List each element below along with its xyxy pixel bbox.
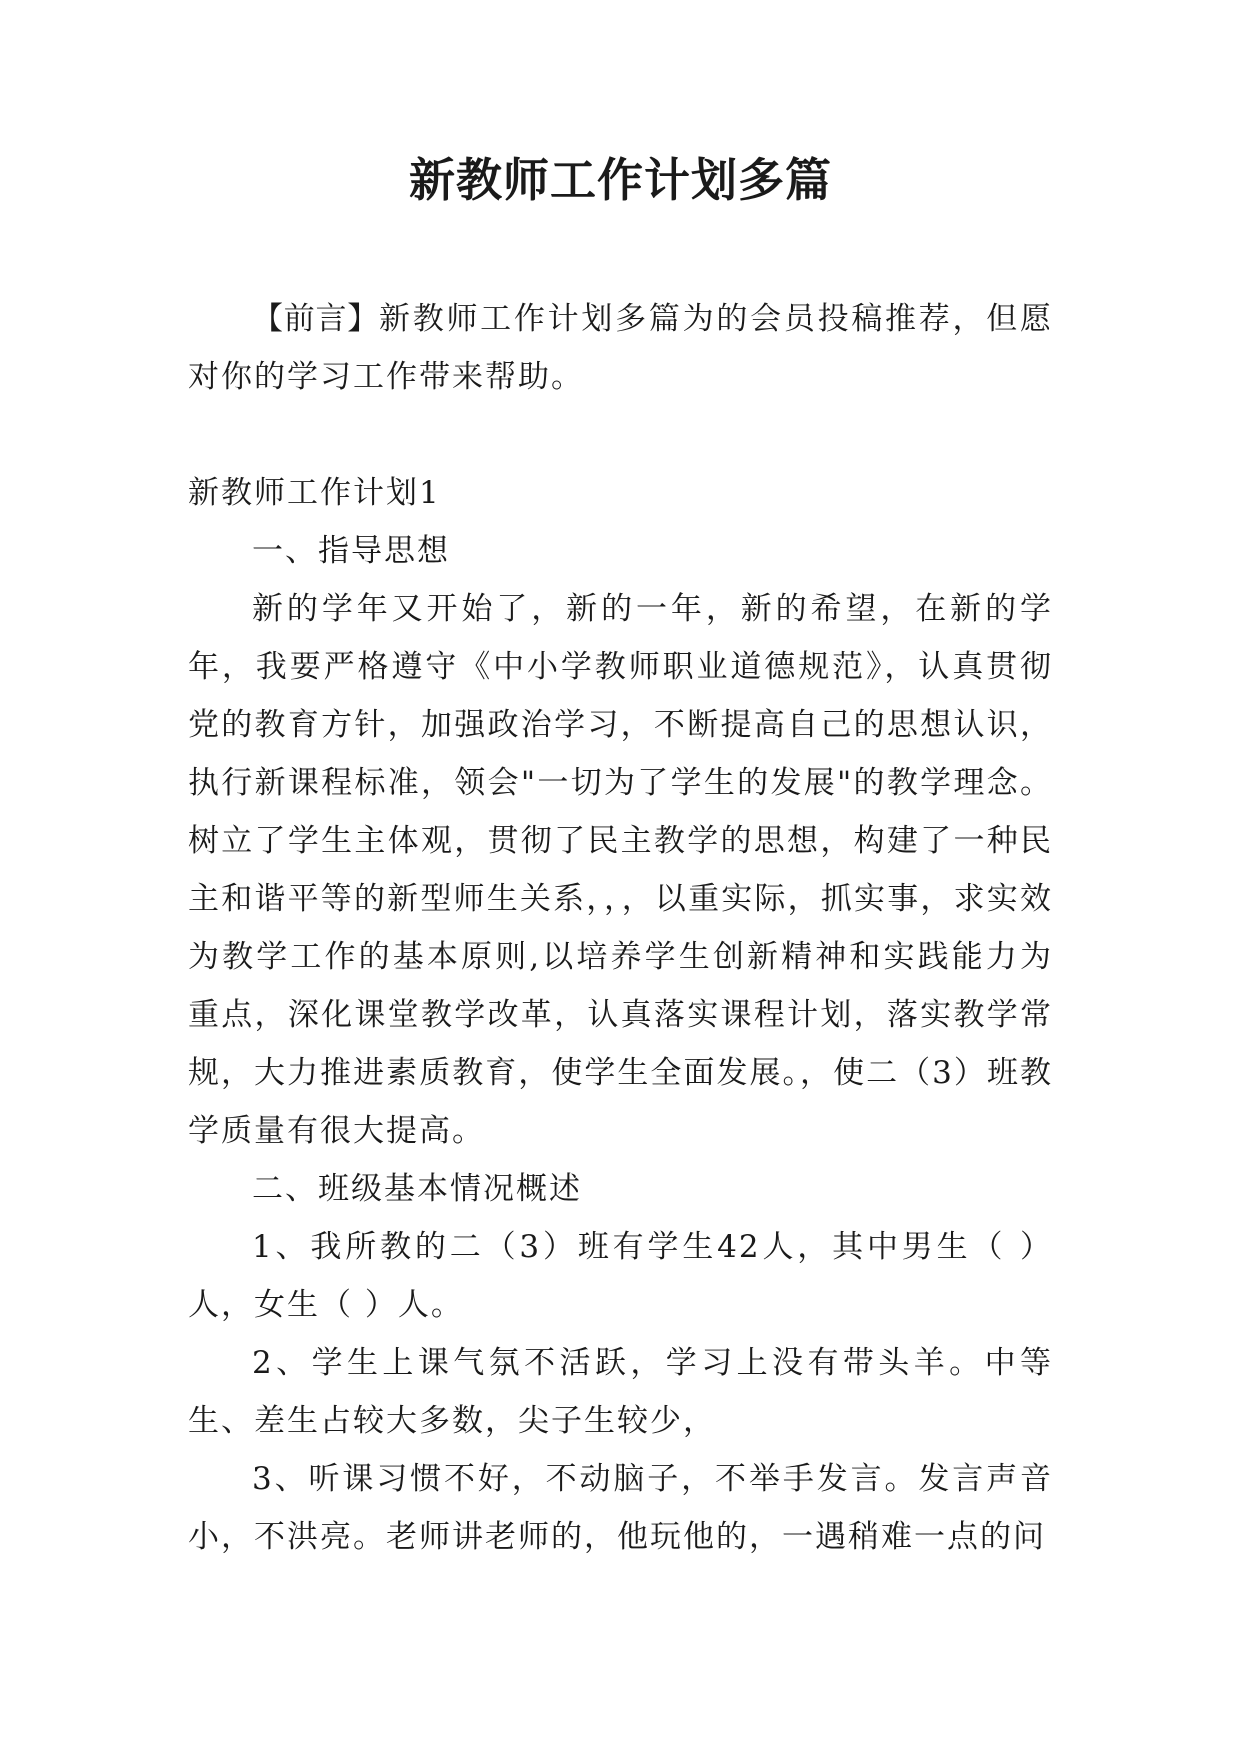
overview-item-1: 1、我所教的二（3）班有学生42人，其中男生（ ）人，女生（ ）人。 — [188, 1229, 1053, 1323]
heading-guiding-ideology: 一、指导思想 — [252, 533, 450, 569]
overview-item-3: 3、听课习惯不好，不动脑子，不举手发言。发言声音小，不洪亮。老师讲老师的，他玩他的，一遇稍难一点的问 — [188, 1461, 1053, 1555]
document-title: 新教师工作计划多篇 — [409, 153, 832, 207]
preface-label: 【前言】 — [252, 301, 379, 337]
section-title: 新教师工作计划1 — [188, 475, 441, 511]
document-body — [188, 290, 1053, 1566]
guiding-ideology-paragraph: 新的学年又开始了，新的一年，新的希望，在新的学年，我要严格遵守《中小学教师职业道德规范》，认真贯彻党的教育方针，加强政治学习，不断提高自己的思想认识，执行新课程标准，领会"一切为了学生的发展"的教学理念。树立了学生主体观，贯彻了民主教学的思想，构建了一种民主和谐平等的新型师生关系，，，以重实际，抓实事，求实效为教学工作的基本原则,以培养学生创新精神和实践能力为重点，深化课堂教学改革，认真落实课程计划，落实教学常规，大力推进素质教育，使学生全面发展。，使二（3）班教学质量有很大提高。 — [188, 591, 1053, 1149]
overview-item-2: 2、学生上课气氛不活跃，学习上没有带头羊。中等生、差生占较大多数，尖子生较少， — [188, 1345, 1053, 1439]
heading-class-overview: 二、班级基本情况概述 — [252, 1171, 582, 1207]
preface-text: 新教师工作计划多篇为的会员投稿推荐，但愿对你的学习工作带来帮助。 — [188, 301, 1054, 395]
preface-paragraph — [188, 290, 1053, 406]
